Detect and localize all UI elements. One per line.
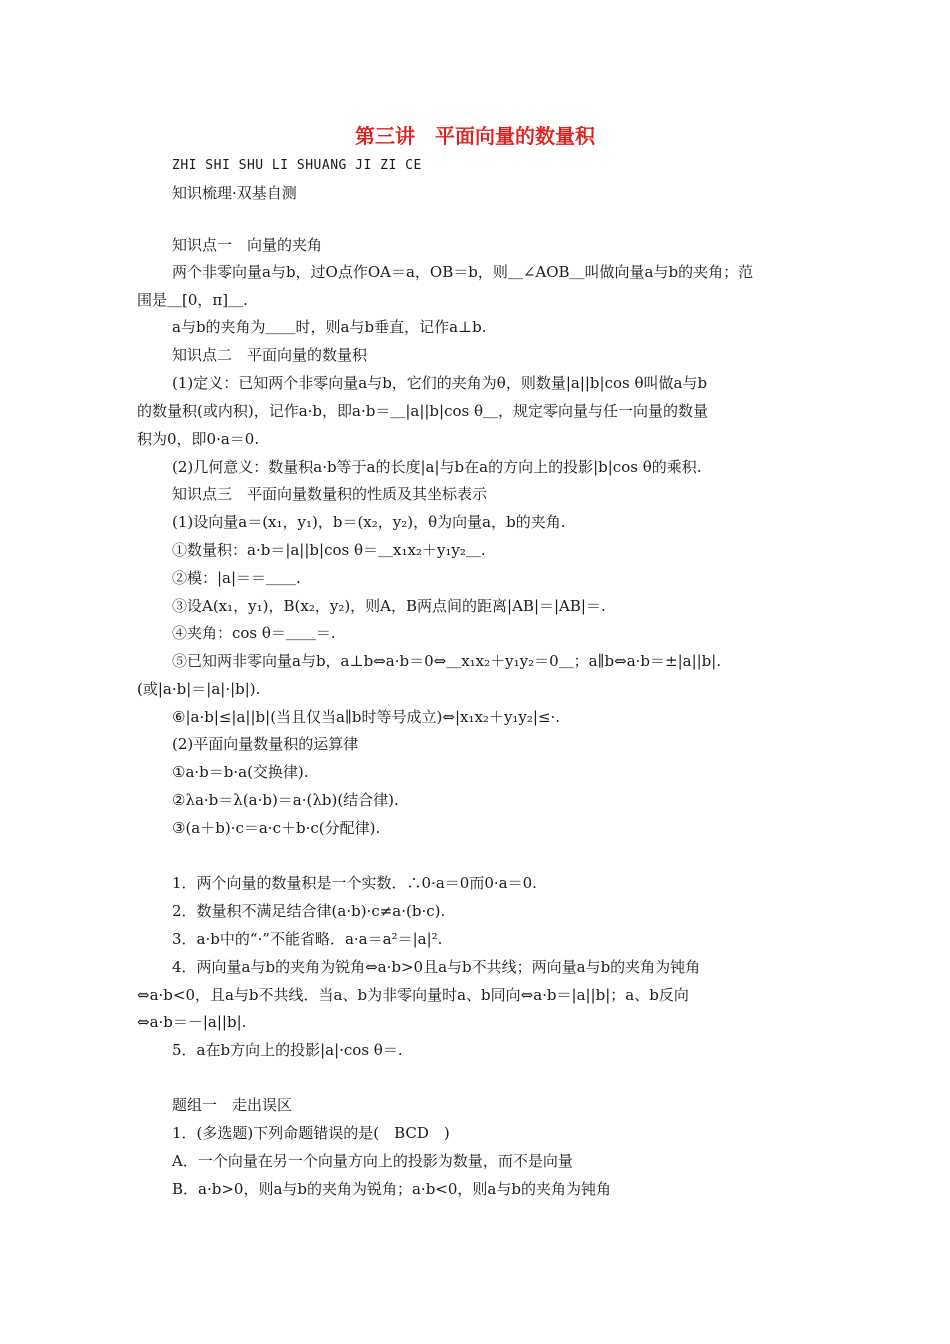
text-line: ④夹角：cos θ＝＿＿＝. <box>172 624 336 642</box>
note-line: ⇔a·b<0，且a与b不共线．当a、b为非零向量时a、b同向⇔a·b＝|a||b|；a、b反向 <box>137 986 689 1004</box>
heading-laws: (2)平面向量数量积的运算律 <box>172 735 359 753</box>
note-line: 5．a在b方向上的投影|a|·cos θ＝. <box>172 1041 403 1059</box>
heading-point-3: 知识点三 平面向量数量积的性质及其坐标表示 <box>172 485 488 503</box>
text-line: ①数量积：a·b＝|a||b|cos θ＝＿x₁x₂＋y₁y₂＿. <box>172 541 486 559</box>
text-line: 积为0，即0·a＝0. <box>137 430 260 448</box>
text-line: ②模：|a|＝＝＿＿. <box>172 569 301 587</box>
question-line: 1．(多选题)下列命题错误的是( BCD ) <box>172 1124 450 1142</box>
text-line: ⑥|a·b|≤|a||b|(当且仅当a∥b时等号成立)⇔|x₁x₂＋y₁y₂|≤·. <box>172 708 561 726</box>
option-a: A．一个向量在另一个向量方向上的投影为数量，而不是向量 <box>172 1152 573 1170</box>
note-line: 3．a·b中的“·”不能省略．a·a＝a²＝|a|². <box>172 930 443 948</box>
option-b: B．a·b>0，则a与b的夹角为锐角；a·b<0，则a与b的夹角为钝角 <box>172 1180 611 1198</box>
heading-exercise-group: 题组一 走出误区 <box>172 1096 293 1114</box>
text-line: 的数量积(或内积)，记作a·b，即a·b＝＿|a||b|cos θ＿，规定零向量与任一向量的数量 <box>137 402 709 420</box>
pinyin-subtitle: ZHI SHI SHU LI SHUANG JI ZI CE <box>172 158 422 173</box>
text-line: 围是＿[0，π]＿. <box>137 291 248 309</box>
text-line: ③设A(x₁，y₁)，B(x₂，y₂)，则A，B两点间的距离|AB|＝|AB|＝. <box>172 597 606 615</box>
text-line: 两个非零向量a与b，过O点作OA＝a，OB＝b，则＿∠AOB＿叫做向量a与b的夹角；范 <box>172 263 754 281</box>
heading-point-1: 知识点一 向量的夹角 <box>172 236 323 254</box>
note-line: 4．两向量a与b的夹角为锐角⇔a·b>0且a与b不共线；两向量a与b的夹角为钝角 <box>172 958 701 976</box>
text-line: (1)定义：已知两个非零向量a与b，它们的夹角为θ，则数量|a||b|cos θ叫做a与b <box>172 374 708 392</box>
text-line: (2)几何意义：数量积a·b等于a的长度|a|与b在a的方向上的投影|b|cos θ的乘积. <box>172 458 702 476</box>
text-line: ②λa·b＝λ(a·b)＝a·(λb)(结合律). <box>172 791 399 809</box>
heading-point-2: 知识点二 平面向量的数量积 <box>172 346 368 364</box>
page-title: 第三讲 平面向量的数量积 <box>355 124 595 148</box>
section-label: 知识梳理·双基自测 <box>172 184 297 202</box>
text-line: (或|a·b|＝|a|·|b|). <box>137 680 261 698</box>
note-line: 2．数量积不满足结合律(a·b)·c≠a·(b·c). <box>172 902 446 920</box>
text-line: ③(a＋b)·c＝a·c＋b·c(分配律). <box>172 819 381 837</box>
note-line: 1．两个向量的数量积是一个实数．∴0·a＝0而0·a＝0. <box>172 874 537 892</box>
text-line: (1)设向量a＝(x₁，y₁)，b＝(x₂，y₂)，θ为向量a，b的夹角. <box>172 513 566 531</box>
text-line: ①a·b＝b·a(交换律). <box>172 763 309 781</box>
text-line: ⑤已知两非零向量a与b，a⊥b⇔a·b＝0⇔＿x₁x₂＋y₁y₂＝0＿；a∥b⇔a·b＝±|a||b|. <box>172 652 722 670</box>
note-line: ⇔a·b＝－|a||b|. <box>137 1013 247 1031</box>
text-line: a与b的夹角为＿＿时，则a与b垂直，记作a⊥b. <box>172 318 487 336</box>
